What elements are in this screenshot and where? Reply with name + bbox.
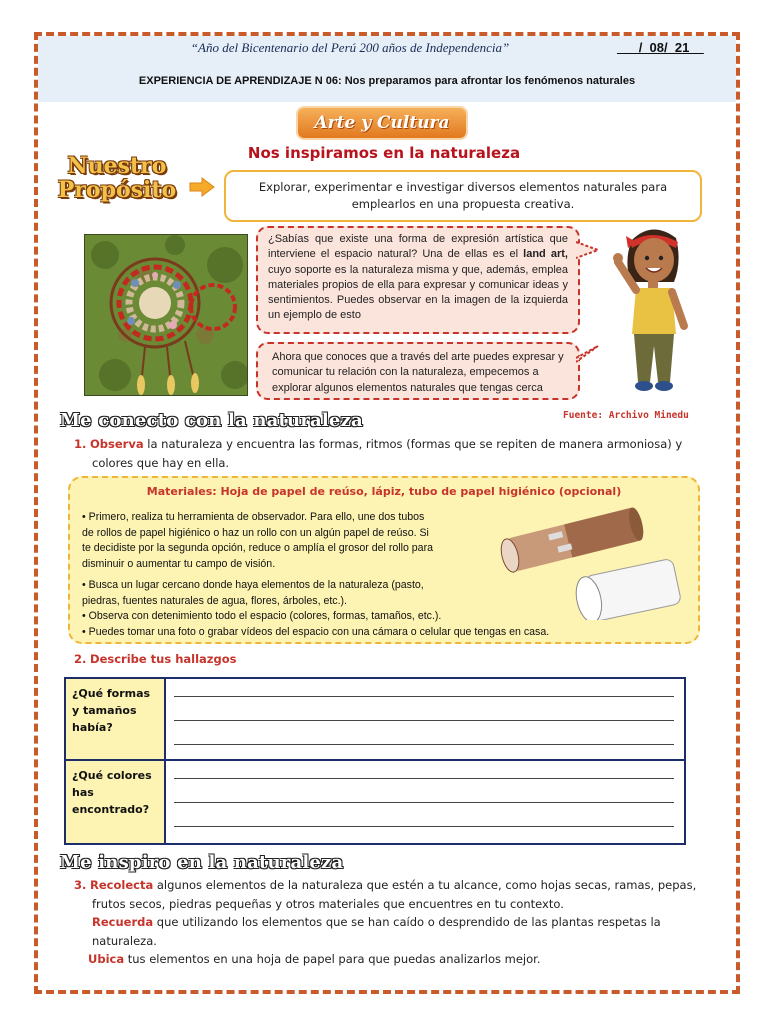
banner-label: Arte y Cultura <box>314 113 450 133</box>
material-step: • Puedes tomar una foto o grabar vídeos del espacio con una cámara o celular que tengas en casa. <box>82 625 550 638</box>
ubica-text: tus elementos en una hoja de papel para que puedas analizarlos mejor. <box>124 952 541 966</box>
page-title: Nos inspiramos en la naturaleza <box>247 144 521 162</box>
answer-line[interactable] <box>174 744 674 745</box>
answer-line[interactable] <box>174 826 674 827</box>
bubble1-text-b: cuyo soporte es la naturaleza misma y que, además, emplea materiales propios de ella para expresar y comunicar ideas y sentimientos. Puedes observar en la imagen de la izquierda un ejemplo de esto <box>268 263 568 322</box>
proposito-label: Nuestro Propósito <box>57 153 177 203</box>
land-art-photo <box>84 234 248 396</box>
instruction-1 <box>74 435 714 473</box>
answer-shapes[interactable] <box>166 679 684 761</box>
recuerda-text: que utilizando los elementos que se han caído o desprendido de las plantas respetas la <box>153 915 661 929</box>
recuerda-keyword: Recuerda <box>92 915 154 929</box>
material-step: • Primero, realiza tu herramienta de observador. Para ello, une dos tubos <box>82 511 425 523</box>
materials-title: Materiales: Hoja de papel de reúso, lápiz, tubo de papel higiénico (opcional) <box>146 485 622 498</box>
material-step: • Busca un lugar cercano donde haya elementos de la naturaleza (pasto, <box>82 579 424 591</box>
header-title: “Año del Bicentenario del Perú 200 años de Independencia” <box>190 40 510 55</box>
item2-number: 2. <box>74 652 87 666</box>
item3-keyword: Recolecta <box>90 878 154 892</box>
proposito-box <box>224 170 702 222</box>
materials-steps-top <box>82 510 482 572</box>
item3-number: 3. <box>74 878 87 892</box>
instruction-3 <box>74 876 710 969</box>
girl-illustration <box>596 222 708 402</box>
item1-text-a: la naturaleza y encuentra las formas, ritmos (formas que se repiten de manera armoniosa) y <box>143 437 683 451</box>
speech-bubble-explore <box>256 342 580 400</box>
answer-line[interactable] <box>174 778 674 779</box>
answer-line[interactable] <box>174 802 674 803</box>
material-step: disminuir o aumentar tu campo de visión. <box>82 557 276 570</box>
arrow-right-icon <box>188 176 216 198</box>
recuerda-text-2: naturaleza. <box>92 933 157 948</box>
image-source: Fuente: Archivo Minedu <box>563 410 689 421</box>
material-step: • Observa con detenimiento todo el espacio (colores, formas, tamaños, etc.). <box>82 610 442 623</box>
item1-number: 1. <box>74 437 87 451</box>
question-shapes: ¿Qué formas y tamaños había? <box>66 679 166 761</box>
material-step: de rollos de papel higiénico o haz un rollo con un algún papel de reúso. Si <box>82 526 429 539</box>
header-subtitle: EXPERIENCIA DE APRENDIZAJE N 06: Nos preparamos para afrontar los fenómenos naturales <box>138 75 636 87</box>
proposito-text: Explorar, experimentar e investigar diversos elementos naturales para emplearlos en una propuesta creativa. <box>258 180 668 211</box>
land-art-image <box>85 235 248 396</box>
ubica-keyword: Ubica <box>88 952 125 966</box>
instruction-2 <box>74 650 236 669</box>
answer-line[interactable] <box>174 720 674 721</box>
arte-cultura-banner <box>298 108 466 138</box>
bubble2-text: Ahora que conoces que a través del arte puedes expresar y comunicar tu relación con la naturaleza, empecemos a explorar algunos elementos naturales que tengas cerca <box>272 351 564 394</box>
section-heading-inspire: Me inspiro en la naturaleza <box>60 852 344 873</box>
bubble1-text-a: ¿Sabías que existe una forma de expresión artística que interviene el espacio natural? Una de ellas es el <box>268 233 568 261</box>
header-date: ___/_08/_21__ <box>617 40 704 55</box>
paper-tubes-illustration <box>488 500 688 620</box>
answer-colors[interactable] <box>166 761 684 843</box>
material-step: te decidiste por la segunda opción, reduce o amplía el grosor del rollo para <box>82 542 433 555</box>
item2-keyword: Describe tus hallazgos <box>90 652 237 666</box>
item1-text-b: colores que hay en ella. <box>92 456 230 470</box>
land-art-term: land art, <box>523 248 568 261</box>
answer-line[interactable] <box>174 696 674 697</box>
item1-keyword: Observa <box>90 437 144 451</box>
question-colors: ¿Qué colores has encontrado? <box>66 761 166 843</box>
material-step: piedras, fuentes naturales de agua, flores, árboles, etc.). <box>82 594 347 607</box>
section-heading-connect: Me conecto con la naturaleza <box>60 410 363 431</box>
item3-text-b: frutos secos, piedras pequeñas y otros materiales que encuentres en tu contexto. <box>92 896 564 911</box>
findings-table <box>64 677 686 845</box>
item3-text-a: algunos elementos de la naturaleza que estén a tu alcance, como hojas secas, ramas, pepas, <box>153 878 697 892</box>
speech-bubble-land-art <box>256 226 580 334</box>
